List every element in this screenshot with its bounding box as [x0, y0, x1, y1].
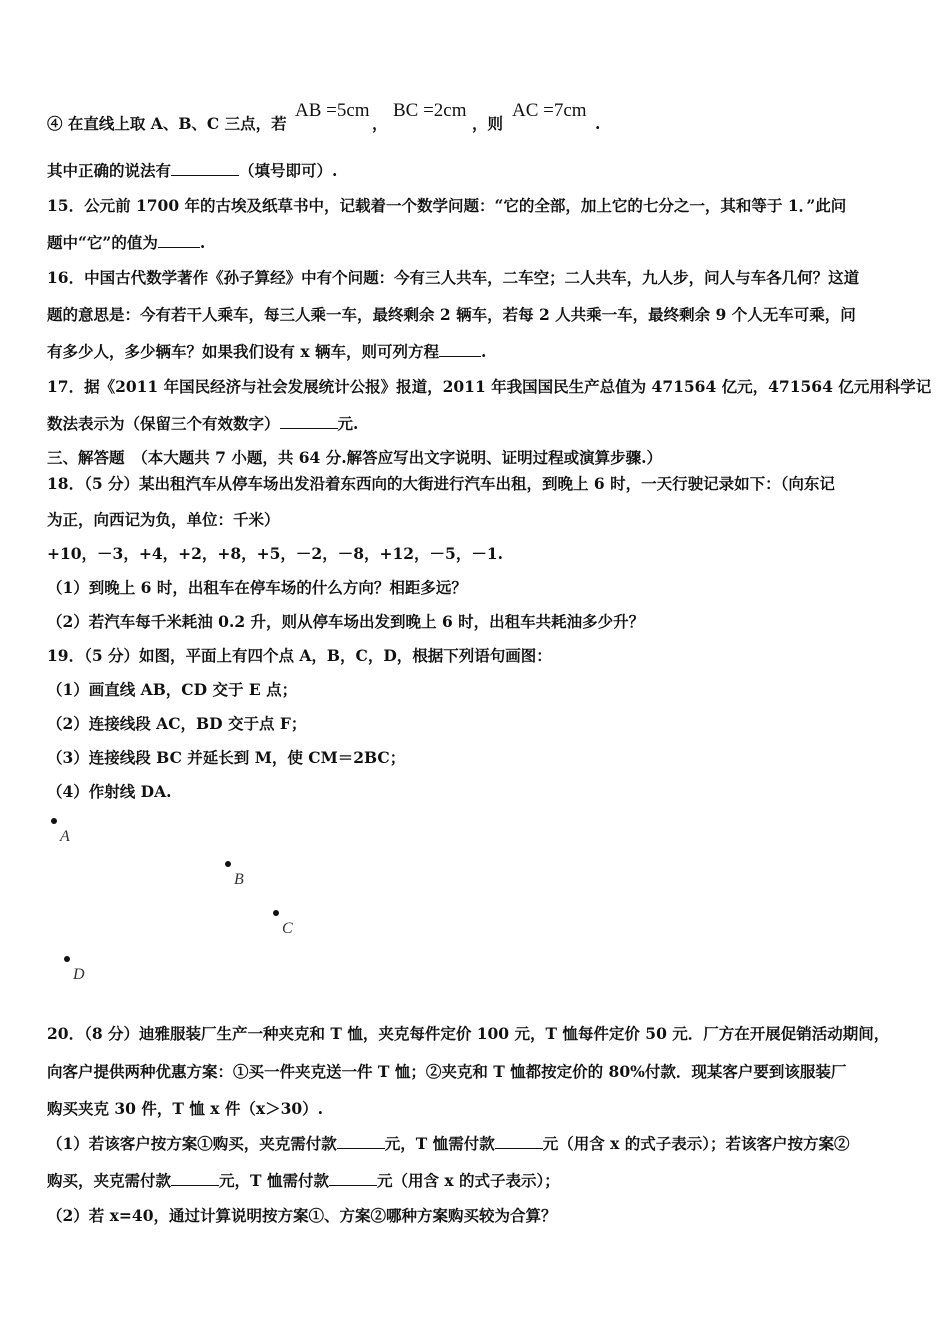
- q15-line-2: [47, 233, 910, 253]
- comma-2: ，则: [472, 114, 504, 133]
- q19-part-1: （1）画直线 AB，CD 交于 E 点；: [47, 680, 298, 699]
- q20-text: 购买，夹克需付款: [47, 1171, 172, 1190]
- q18-line-1: 18．（5 分）某出租汽车从停车场出发沿着东西向的大街进行汽车出租，到晚上 6 时，一天行驶记录如下：（向东记: [47, 474, 835, 493]
- point-c: [273, 910, 279, 916]
- q20-line-3: 购买夹克 30 件，T 恤 x 件（x＞30）.: [47, 1099, 324, 1118]
- q16-line-1: 16．中国古代数学著作《孙子算经》中有个问题：今有三人共车，二车空；二人共车，九人步，问人与车各几何？这道: [47, 268, 860, 287]
- equation-ac: AC =7cm: [512, 100, 587, 121]
- q15-text-after: .: [199, 233, 206, 252]
- q20-text: （1）若该客户按方案①购买，夹克需付款: [47, 1134, 337, 1153]
- q19-part-2: （2）连接线段 AC，BD 交于点 F；: [47, 714, 307, 733]
- q14-text-after: （填号即可）.: [239, 161, 338, 180]
- answer-blank: [495, 1134, 543, 1149]
- section-3-heading: 三、解答题 （本大题共 7 小题，共 64 分.解答应写出文字说明、证明过程或演算步骤.）: [47, 448, 662, 467]
- q17-text-after: 元.: [337, 414, 359, 433]
- q16-line-2: 题的意思是：今有若干人乘车，每三人乘一车，最终剩余 2 辆车，若每 2 人共乘一车，最终剩余 9 个人无车可乘，问: [47, 305, 856, 324]
- q15-text: 题中“它”的值为: [47, 233, 158, 252]
- q16-text: 有多少人，多少辆车？如果我们设有 x 辆车，则可列方程: [47, 342, 440, 361]
- answer-blank: [158, 233, 200, 248]
- item-4-prefix: ④ 在直线上取 A、B、C 三点，若: [47, 114, 287, 133]
- equation-bc: BC =2cm: [393, 100, 467, 121]
- q20-part-1-line-1: [47, 1134, 910, 1154]
- q20-line-2: 向客户提供两种优惠方案：①买一件夹克送一件 T 恤；②夹克和 T 恤都按定价的 80%付款．现某客户要到该服装厂: [47, 1062, 847, 1081]
- answer-blank: [439, 342, 481, 357]
- q19-part-3: （3）连接线段 BC 并延长到 M，使 CM＝2BC；: [47, 748, 406, 767]
- q19-part-4: （4）作射线 DA.: [47, 782, 172, 801]
- q17-line-2: [47, 414, 910, 434]
- q20-line-1: 20．（8 分）迪雅服装厂生产一种夹克和 T 恤，夹克每件定价 100 元，T 恤每件定价 50 元．厂方在开展促销活动期间，: [47, 1024, 890, 1043]
- q16-text-after: .: [481, 342, 487, 361]
- period: .: [595, 114, 601, 133]
- q20-part-1-line-2: [47, 1171, 910, 1191]
- comma-1: ，: [372, 114, 388, 133]
- label-d: D: [73, 966, 85, 983]
- answer-blank: [280, 414, 338, 429]
- label-a: A: [60, 828, 70, 845]
- q16-line-3: [47, 342, 910, 362]
- q14-text: 其中正确的说法有: [47, 161, 172, 180]
- q18-line-2: 为正，向西记为负，单位：千米）: [47, 510, 280, 529]
- q15-line-1: 15．公元前 1700 年的古埃及纸草书中，记载着一个数学问题：“它的全部，加上它的七分之一，其和等于 1．”此问: [47, 196, 847, 215]
- q14-tail: [47, 161, 910, 181]
- q20-text: 元，T 恤需付款: [219, 1171, 329, 1190]
- answer-blank: [337, 1134, 385, 1149]
- point-a: [51, 818, 57, 824]
- answer-blank: [171, 1171, 219, 1186]
- points-figure: [40, 805, 360, 995]
- point-d: [64, 956, 70, 962]
- q18-part-1: （1）到晚上 6 时，出租车在停车场的什么方向？相距多远？: [47, 578, 467, 597]
- label-b: B: [234, 871, 244, 888]
- q20-text: 元（用含 x 的式子表示）；若该客户按方案②: [542, 1134, 850, 1153]
- equation-ab: AB =5cm: [295, 100, 370, 121]
- label-c: C: [282, 920, 293, 937]
- point-b: [225, 861, 231, 867]
- q20-text: 元（用含 x 的式子表示）；: [376, 1171, 560, 1190]
- q20-text: 元，T 恤需付款: [384, 1134, 495, 1153]
- q17-line-1: 17．据《2011 年国民经济与社会发展统计公报》报道，2011 年我国国民生产总值为 471564 亿元，471564 亿元用科学记: [47, 377, 932, 396]
- q18-record: +10，－3，+4，+2，+8，+5，－2，－8，+12，－5，－1.: [47, 544, 504, 563]
- q18-part-2: （2）若汽车每千米耗油 0.2 升，则从停车场出发到晚上 6 时，出租车共耗油多少升？: [47, 612, 645, 631]
- q17-text: 数法表示为（保留三个有效数字）: [47, 414, 280, 433]
- q20-part-2: （2）若 x=40，通过计算说明按方案①、方案②哪种方案购买较为合算？: [47, 1206, 557, 1225]
- q19-line-1: 19．（5 分）如图，平面上有四个点 A，B，C，D，根据下列语句画图：: [47, 646, 552, 665]
- answer-blank: [329, 1171, 377, 1186]
- answer-blank: [171, 161, 239, 176]
